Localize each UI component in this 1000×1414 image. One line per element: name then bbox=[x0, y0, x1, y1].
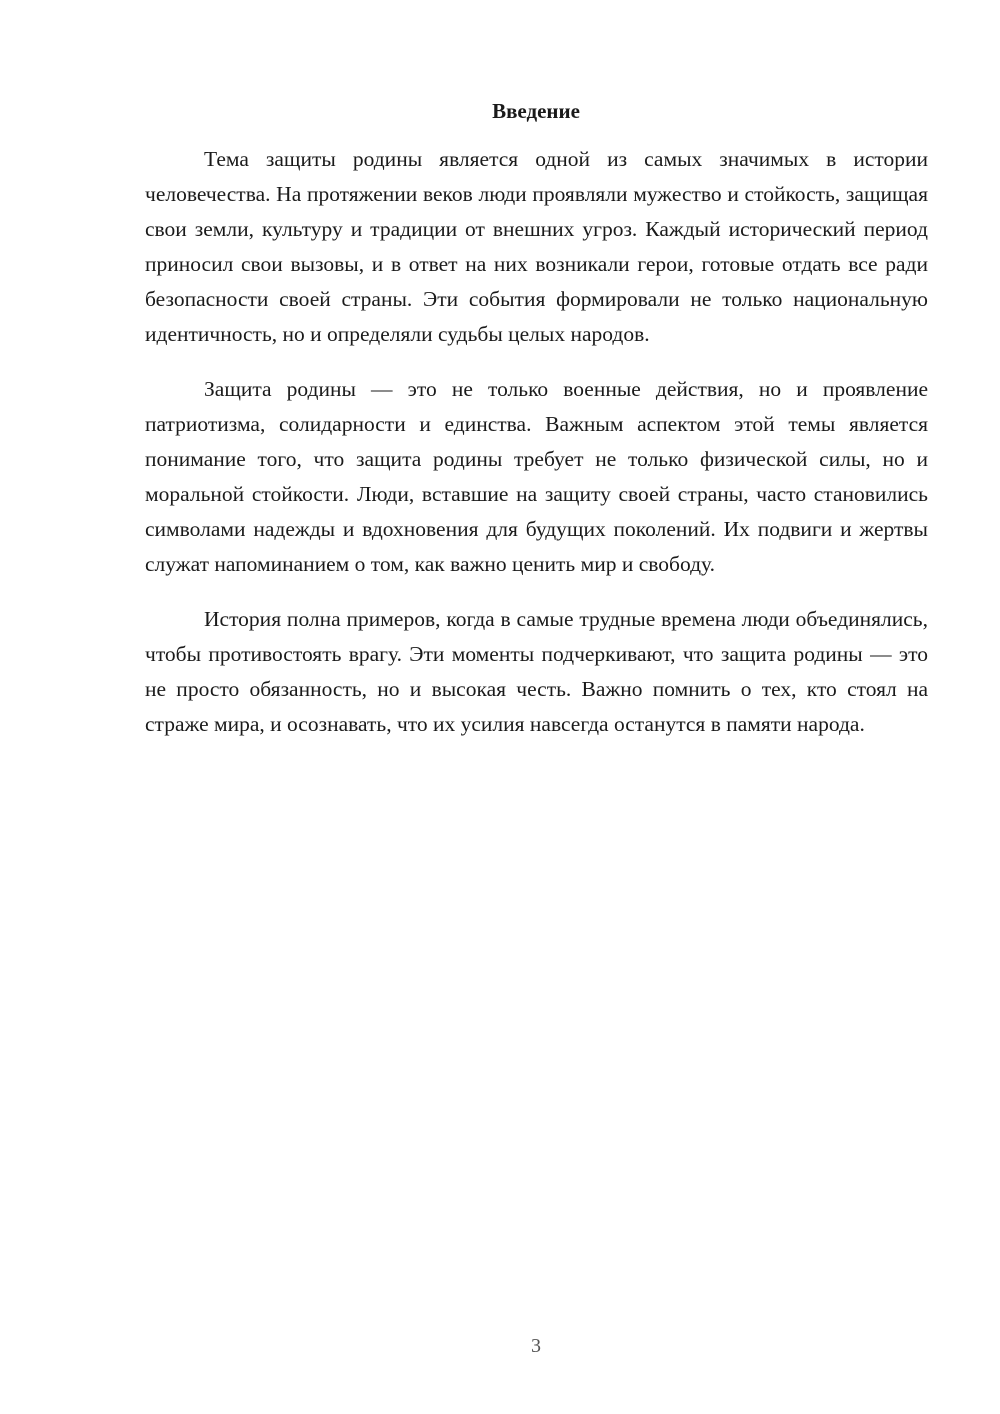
body-text bbox=[145, 142, 928, 762]
paragraph-1: Тема защиты родины является одной из самых значимых в истории человечества. На протяжении веков люди проявляли мужество и стойкость, защищая свои земли, культуру и традиции от внешних угроз. Каждый исторический период приносил свои вызовы, и в ответ на них возникали герои, готовые отдать все ради безопасности своей страны. Эти события формировали не только национальную идентичность, но и определяли судьбы целых народов. bbox=[145, 147, 928, 346]
paragraph-3: История полна примеров, когда в самые трудные времена люди объединялись, чтобы противостоять врагу. Эти моменты подчеркивают, что защита родины — это не просто обязанность, но и высокая честь. Важно помнить о тех, кто стоял на страже мира, и осознавать, что их усилия навсегда останутся в памяти народа. bbox=[145, 607, 928, 736]
section-heading: Введение bbox=[492, 99, 580, 123]
paragraph-2: Защита родины — это не только военные действия, но и проявление патриотизма, солидарности и единства. Важным аспектом этой темы является понимание того, что защита родины требует не только физической силы, но и моральной стойкости. Люди, вставшие на защиту своей страны, часто становились символами надежды и вдохновения для будущих поколений. Их подвиги и жертвы служат напоминанием о том, как важно ценить мир и свободу. bbox=[145, 377, 928, 576]
page-number: 3 bbox=[531, 1335, 541, 1357]
